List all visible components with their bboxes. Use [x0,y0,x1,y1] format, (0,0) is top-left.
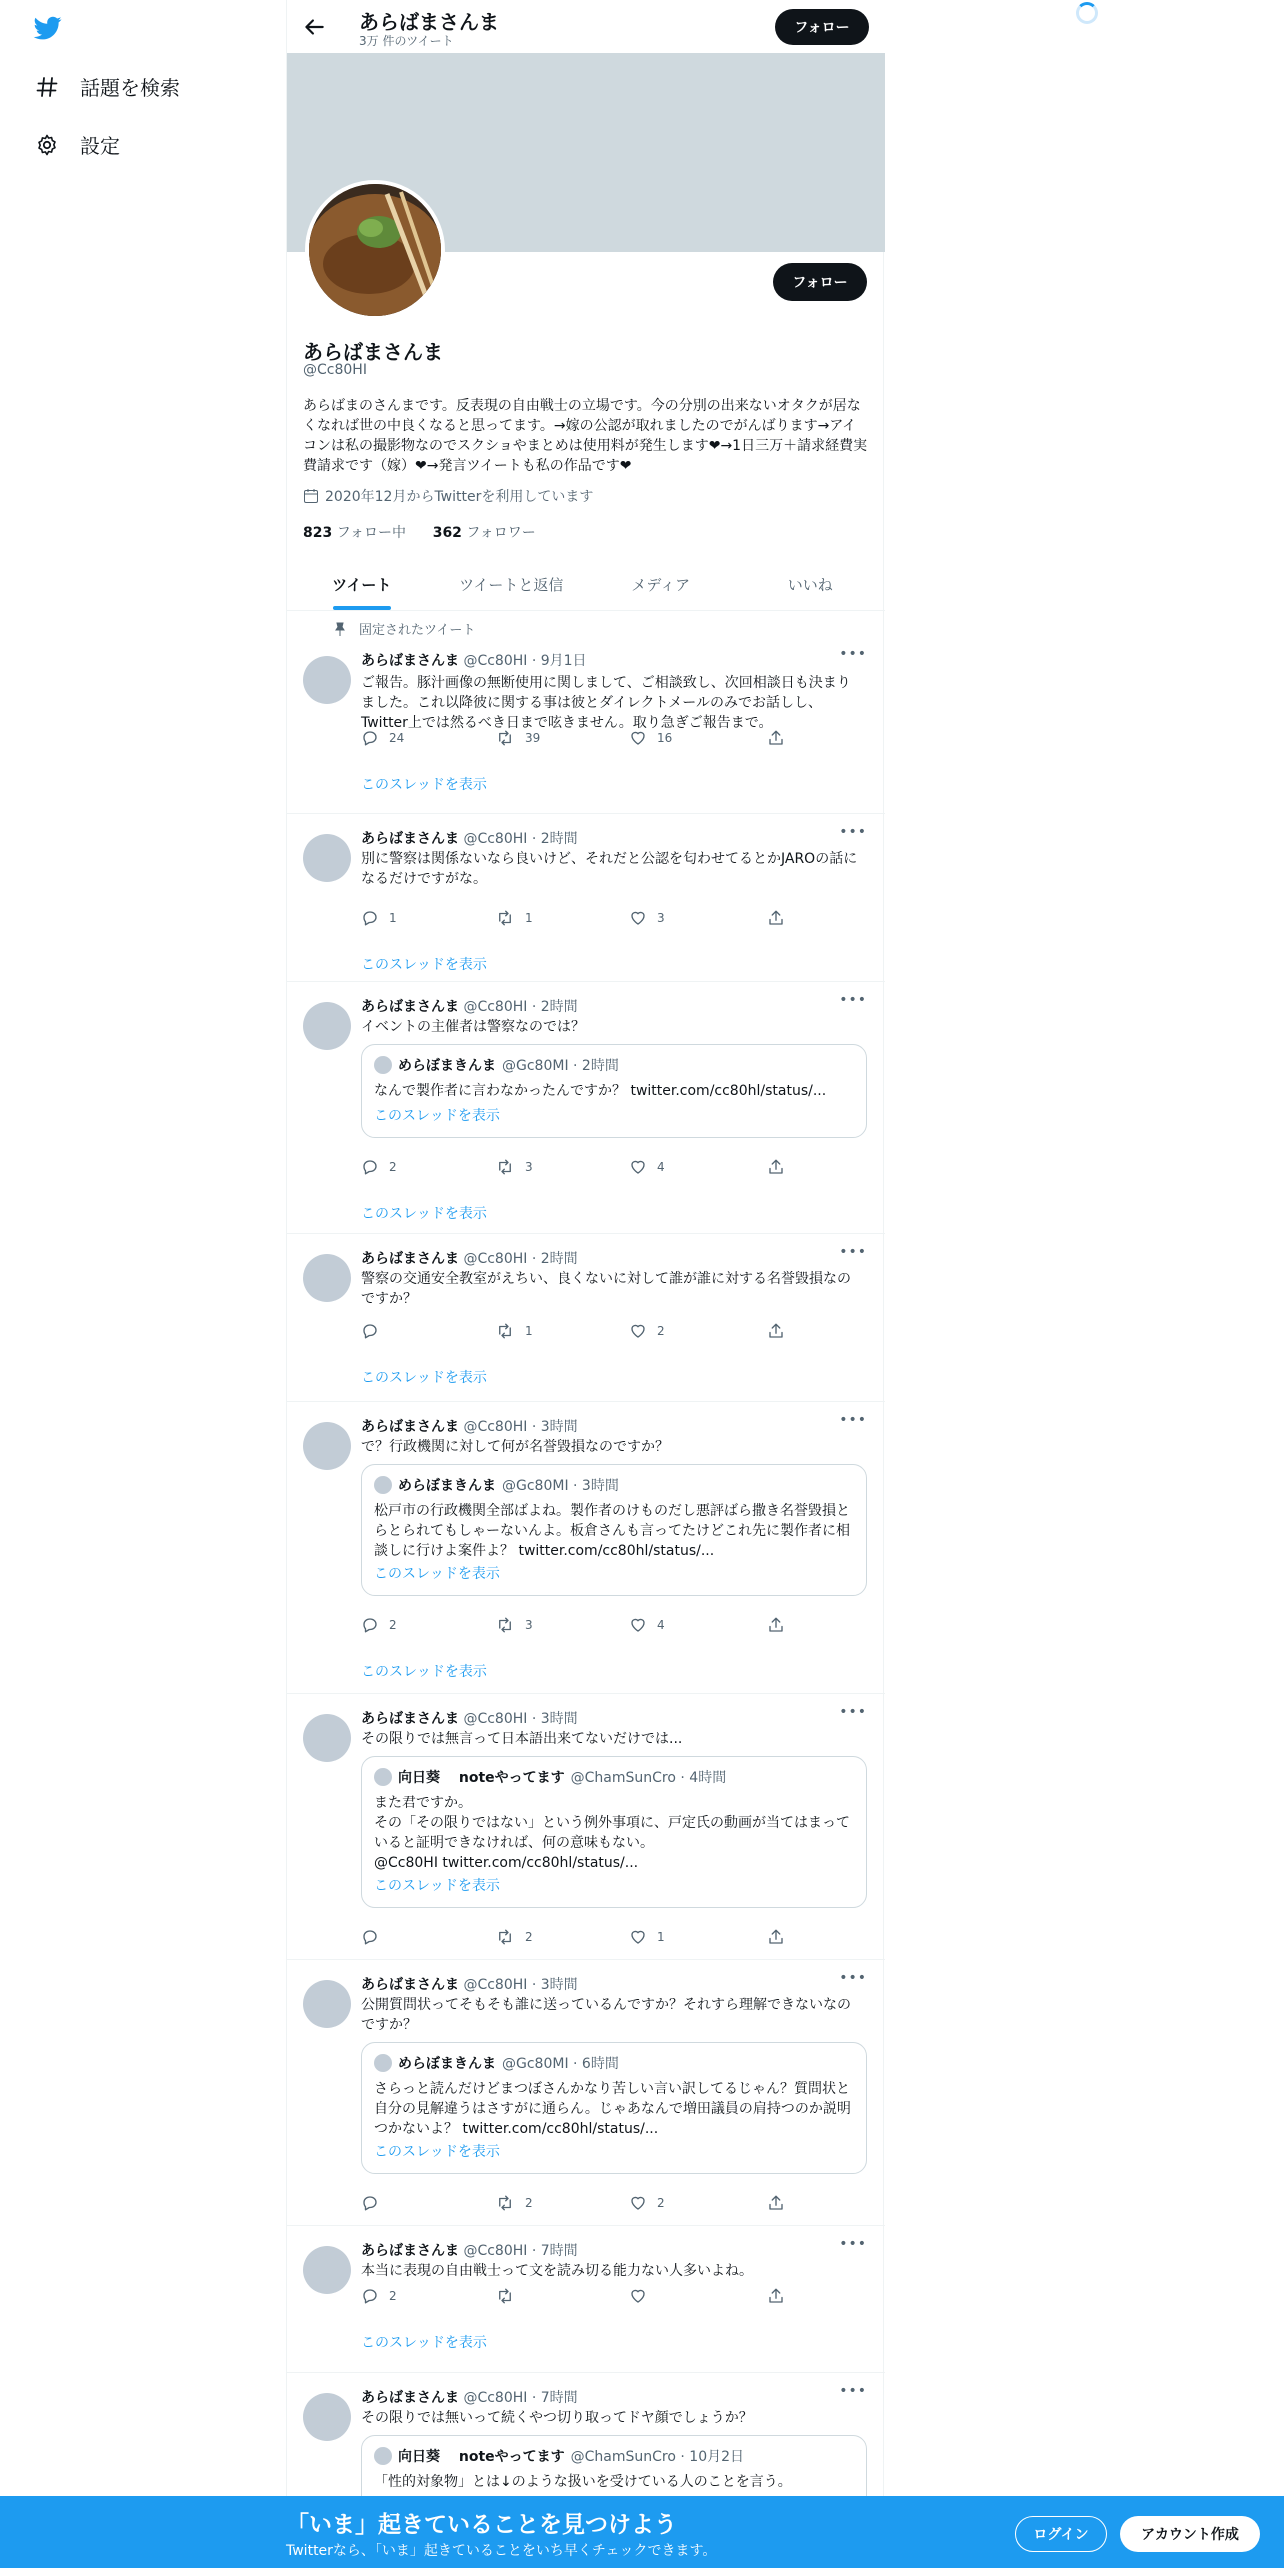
reply-count: 2 [389,2289,397,2303]
share-icon [767,729,785,747]
followers-link[interactable]: 362 フォロワー [432,525,536,541]
reply-icon [361,1616,379,1634]
more-options-icon[interactable]: ••• [839,992,867,1008]
tweet-meta[interactable]: @Cc80HI · 2時間 [463,999,578,1015]
share-button[interactable] [767,729,785,747]
tweet[interactable] [287,982,885,1234]
tweet-text: その限りでは無いって続くやつ切り取ってドヤ顔でしょうか？ [361,2410,753,2426]
show-thread-link[interactable]: このスレッドを表示 [361,1206,487,1222]
gear-icon [34,132,60,158]
tweet-actions [361,729,791,749]
tweet-header [361,996,578,1016]
like-count: 4 [657,1160,665,1174]
login-button[interactable]: ログイン [1015,2516,1107,2552]
quote-author: めらぼまきんま [398,2056,496,2072]
like-count: 1 [657,1930,665,1944]
retweet-icon [495,1928,515,1946]
heart-icon [629,1616,647,1634]
reply-count: 24 [389,731,405,745]
header-name: あらばまさんま [359,10,499,34]
show-thread-link[interactable]: このスレッドを表示 [361,1370,487,1386]
tweet-meta[interactable]: @Cc80HI · 3時間 [463,1977,578,1993]
quote-avatar [374,2054,392,2072]
show-thread-link[interactable]: このスレッドを表示 [361,777,487,793]
more-options-icon[interactable]: ••• [839,1704,867,1720]
nav-explore[interactable] [34,72,180,101]
following-link[interactable]: 823 フォロー中 [303,525,406,541]
retweet-icon [495,909,515,927]
retweet-count: 3 [525,1618,533,1632]
avatar[interactable] [303,2246,351,2294]
tweet-actions [361,909,791,929]
like-button[interactable] [629,2287,657,2305]
tweet-meta[interactable]: @Cc80HI · 7時間 [463,2243,578,2259]
profile-joined [303,486,593,506]
tweet-meta[interactable]: @Cc80HI · 3時間 [463,1711,578,1727]
like-count: 2 [657,1324,665,1338]
tweet-header [361,2387,578,2407]
tweet-text: 公開質問状ってそもそも誰に送っているんですか？それすら理解できないなのですか？ [361,1997,851,2033]
tweet[interactable] [287,1694,885,1960]
heart-icon [629,729,647,747]
more-options-icon[interactable]: ••• [839,1244,867,1260]
show-thread-link[interactable]: このスレッドを表示 [361,957,487,973]
like-count: 16 [657,731,673,745]
reply-icon [361,1322,379,1340]
like-button[interactable] [629,1322,665,1340]
main-column [286,0,884,2568]
tweet-meta[interactable]: @Cc80HI · 2時間 [463,1251,578,1267]
profile-handle: @Cc80HI [303,362,367,378]
share-icon [767,1158,785,1176]
tweet-author[interactable]: あらばまさんま [361,1251,459,1267]
avatar[interactable] [303,1002,351,1050]
hashtag-icon [34,74,60,100]
back-arrow-icon[interactable] [301,14,327,40]
tweet-text: 別に警察は関係ないなら良いけど、それだと公認を匂わせてるとかJAROの話になるだけですがな。 [361,851,858,887]
tweet-author[interactable]: あらばまさんま [361,1419,459,1435]
tweet-meta[interactable]: @Cc80HI · 9月1日 [463,653,587,669]
reply-icon [361,2194,379,2212]
reply-button[interactable] [361,1158,397,1176]
retweet-button[interactable] [495,1616,533,1634]
retweet-button[interactable] [495,909,533,927]
tweet-actions [361,1322,791,1342]
quote-text: さらっと読んだけどまつぼさんかなり苦しい言い訳してるじゃん？質問状と自分の見解違うはさすがに通らん。じゃあなんで増田議員の肩持つのか説明つかないよ？ twitter.com/cc80hl/status/... [374,2081,851,2137]
retweet-button[interactable] [495,1928,533,1946]
retweet-icon [495,729,515,747]
nav-explore-label: 話題を検索 [80,76,180,100]
tweet-author[interactable]: あらばまさんま [361,1977,459,1993]
quote-tweet[interactable] [361,1464,867,1596]
reply-icon [361,729,379,747]
retweet-count: 3 [525,1160,533,1174]
share-button[interactable] [767,2287,785,2305]
tweet-header [361,1416,578,1436]
tweet-author[interactable]: あらばまさんま [361,2390,459,2406]
like-count: 3 [657,911,665,925]
tweet-header [361,1708,578,1728]
quote-author: 向日葵 noteやってます [398,1770,565,1786]
reply-button[interactable] [361,729,404,747]
tweet-header [361,1248,578,1268]
signup-button[interactable]: アカウント作成 [1120,2516,1260,2552]
reply-button[interactable] [361,909,397,927]
retweet-count: 1 [525,911,533,925]
like-button[interactable] [629,1158,665,1176]
pin-icon [333,622,347,636]
share-icon [767,2194,785,2212]
show-thread-link[interactable]: このスレッドを表示 [361,2335,487,2351]
signup-banner-subtitle: Twitterなら、「いま」起きていることをいち早くチェックできます。 [286,2543,717,2559]
heart-icon [629,2287,647,2305]
profile-stats [303,522,536,542]
retweet-button[interactable] [495,729,540,747]
nav-settings[interactable] [34,130,120,159]
nav-settings-label: 設定 [80,134,120,158]
tweet-actions [361,1616,791,1636]
reply-icon [361,1928,379,1946]
retweet-count: 2 [525,2196,533,2210]
reply-button[interactable] [361,1616,397,1634]
profile-avatar[interactable] [305,180,445,320]
share-icon [767,2287,785,2305]
reply-icon [361,909,379,927]
quote-meta: @Gc80MI · 2時間 [502,1058,619,1074]
more-options-icon[interactable]: ••• [839,2236,867,2252]
tweet-text: で？行政機関に対して何が名誉毀損なのですか？ [361,1439,669,1455]
avatar[interactable] [303,834,351,882]
tweet-text: 本当に表現の自由戦士って文を読み切る能力ない人多いよね。 [361,2263,753,2279]
reply-icon [361,1158,379,1176]
avatar[interactable] [303,1714,351,1762]
show-thread-link[interactable]: このスレッドを表示 [361,1664,487,1680]
tweet-meta[interactable]: @Cc80HI · 7時間 [463,2390,578,2406]
tweet[interactable] [287,2226,885,2373]
tweet-author[interactable]: あらばまさんま [361,2243,459,2259]
tweet-meta[interactable]: @Cc80HI · 3時間 [463,1419,578,1435]
reply-count: 2 [389,1160,397,1174]
like-button[interactable] [629,909,665,927]
retweet-button[interactable] [495,1322,533,1340]
share-icon [767,1322,785,1340]
header-tweet-count: 3万 件のツイート [359,34,454,48]
retweet-count: 39 [525,731,541,745]
share-button[interactable] [767,1616,785,1634]
quote-show-thread-link[interactable]: このスレッドを表示 [374,1878,500,1894]
avatar[interactable] [303,1422,351,1470]
quote-avatar [374,2447,392,2465]
pinned-label: 固定されたツイート [333,619,475,638]
quote-author: めらぼまきんま [398,1058,496,1074]
quote-author: 向日葵 noteやってます [398,2449,565,2465]
reply-button[interactable] [361,2287,397,2305]
tab-tweets-and-replies[interactable]: ツイートと返信 [459,575,564,594]
tweet-actions [361,2194,791,2214]
quote-tweet[interactable] [361,1756,867,1908]
tweet-header [361,2240,578,2260]
tweet[interactable] [287,1960,885,2226]
quote-meta: @ChamSunCro · 4時間 [570,1770,727,1786]
quote-text: 松戸市の行政機関全部ばよね。製作者のけものだし悪評ばら撒き名誉毀損とらとられてもしゃーないんよ。板倉さんも言ってたけどこれ先に製作者に相談しに行けよ案件よ？ twitter.com/cc80hl/status/... [374,1503,850,1559]
tweet-text: その限りでは無言って日本語出来てないだけでは... [361,1731,683,1747]
tweet[interactable] [287,611,885,814]
more-options-icon[interactable]: ••• [839,1970,867,1986]
reply-button[interactable] [361,1322,389,1340]
quote-meta: @Gc80MI · 6時間 [502,2056,619,2072]
tweet-header [361,828,578,848]
quote-tweet[interactable] [361,2042,867,2174]
share-button[interactable] [767,1322,785,1340]
heart-icon [629,1928,647,1946]
profile-joined-text: 2020年12月からTwitterを利用しています [325,489,594,505]
retweet-button[interactable] [495,2194,533,2212]
twitter-bird-icon[interactable] [32,14,64,42]
more-options-icon[interactable]: ••• [839,1412,867,1428]
quote-author: めらぼまきんま [398,1478,496,1494]
quote-text: 「性的対象物」とは↓のような扱いを受けている人のことを言う。 [374,2474,792,2490]
retweet-icon [495,1616,515,1634]
like-button[interactable] [629,1616,665,1634]
tab-tweets[interactable]: ツイート [287,558,437,610]
share-icon [767,1928,785,1946]
quote-show-thread-link[interactable]: このスレッドを表示 [374,2144,500,2160]
signup-banner [0,2496,1284,2568]
retweet-button[interactable] [495,2287,525,2305]
reply-icon [361,2287,379,2305]
quote-header [374,1475,619,1495]
reply-button[interactable] [361,1928,389,1946]
like-count: 2 [657,2196,665,2210]
heart-icon [629,1322,647,1340]
share-button[interactable] [767,909,785,927]
soup-bowl-photo [309,184,441,316]
like-button[interactable] [629,1928,665,1946]
quote-avatar [374,1768,392,1786]
tweet-actions [361,1158,791,1178]
tweet-actions [361,2287,791,2307]
tweet-author[interactable]: あらばまさんま [361,831,459,847]
tweet-header [361,1974,578,1994]
avatar[interactable] [303,2393,351,2441]
avatar[interactable] [303,1254,351,1302]
tweet-text: イベントの主催者は警察なのでは？ [361,1019,585,1035]
profile-bio: あらばまのさんまです。反表現の自由戦士の立場です。今の分別の出来ないオタクが居なくなれば世の中良くなると思ってます。→嫁の公認が取れましたのでがんばります→アイコンは私の撮影物なのでスクショやまとめは使用料が発生します❤→1日三万＋請求経費実費請求です（嫁）❤→発言ツイートも私の作品です❤ [303,398,868,474]
quote-header [374,1055,619,1075]
retweet-icon [495,1322,515,1340]
tweet-author[interactable]: あらばまさんま [361,999,459,1015]
tweet-actions [361,1928,791,1948]
signup-banner-title: 「いま」起きていることを見つけよう [286,2512,677,2538]
tweet-author[interactable]: あらばまさんま [361,1711,459,1727]
heart-icon [629,2194,647,2212]
profile-header-bar [287,0,885,53]
heart-icon [629,1158,647,1176]
quote-header [374,1767,726,1787]
profile-name: あらばまさんま [303,340,443,364]
retweet-count: 1 [525,1324,533,1338]
quote-header [374,2446,744,2466]
retweet-icon [495,2194,515,2212]
tweet-text: ご報告。豚汁画像の無断使用に関しまして、ご相談致し、次回相談日も決まりました。これ以降彼に関する事は彼とダイレクトメールのみでお話しし、Twitter上では然るべき日まで呟きません。取り急ぎご報告まで。 [361,675,851,731]
profile-follow-button[interactable]: フォロー [773,263,867,301]
quote-header [374,2053,619,2073]
tweet-header [361,650,587,670]
more-options-icon[interactable]: ••• [839,2383,867,2399]
share-button[interactable] [767,1158,785,1176]
quote-meta: @ChamSunCro · 10月2日 [570,2449,745,2465]
share-button[interactable] [767,1928,785,1946]
share-button[interactable] [767,2194,785,2212]
calendar-icon [303,488,319,504]
profile-tabs [287,558,885,611]
tweet-text: 警察の交通安全教室がえちい、良くないに対して誰が誰に対する名誉毀損なのですか？ [361,1271,851,1307]
tweet[interactable] [287,1234,885,1402]
share-icon [767,1616,785,1634]
quote-show-thread-link[interactable]: このスレッドを表示 [374,1108,500,1124]
retweet-icon [495,1158,515,1176]
header-follow-button[interactable]: フォロー [775,9,869,45]
share-icon [767,909,785,927]
heart-icon [629,909,647,927]
tweet-author[interactable]: あらばまさんま [361,653,459,669]
quote-avatar [374,1056,392,1074]
tweet[interactable] [287,814,885,982]
reply-button[interactable] [361,2194,389,2212]
tab-media[interactable]: メディア [631,575,691,594]
avatar[interactable] [303,1980,351,2028]
loading-spinner-icon [1076,2,1098,24]
retweet-icon [495,2287,515,2305]
retweet-count: 2 [525,1930,533,1944]
quote-tweet[interactable] [361,1044,867,1138]
like-count: 4 [657,1618,665,1632]
quote-text: なんで製作者に言わなかったんですか？ twitter.com/cc80hl/status/... [374,1083,827,1099]
quote-meta: @Gc80MI · 3時間 [502,1478,619,1494]
quote-show-thread-link[interactable]: このスレッドを表示 [374,1566,500,1582]
like-button[interactable] [629,729,672,747]
tab-likes[interactable]: いいね [787,575,833,594]
tweet[interactable] [287,1402,885,1694]
reply-count: 1 [389,911,397,925]
like-button[interactable] [629,2194,665,2212]
quote-avatar [374,1476,392,1494]
more-options-icon[interactable]: ••• [839,646,867,662]
reply-count: 2 [389,1618,397,1632]
quote-text: また君ですか。 その「その限りではない」という例外事項に、戸定氏の動画が当てはまっていると証明できなければ、何の意味もない。 @Cc80HI twitter.com/cc80hl/status/... [374,1795,850,1871]
retweet-button[interactable] [495,1158,533,1176]
avatar[interactable] [303,656,351,704]
more-options-icon[interactable]: ••• [839,824,867,840]
tweet-meta[interactable]: @Cc80HI · 2時間 [463,831,578,847]
